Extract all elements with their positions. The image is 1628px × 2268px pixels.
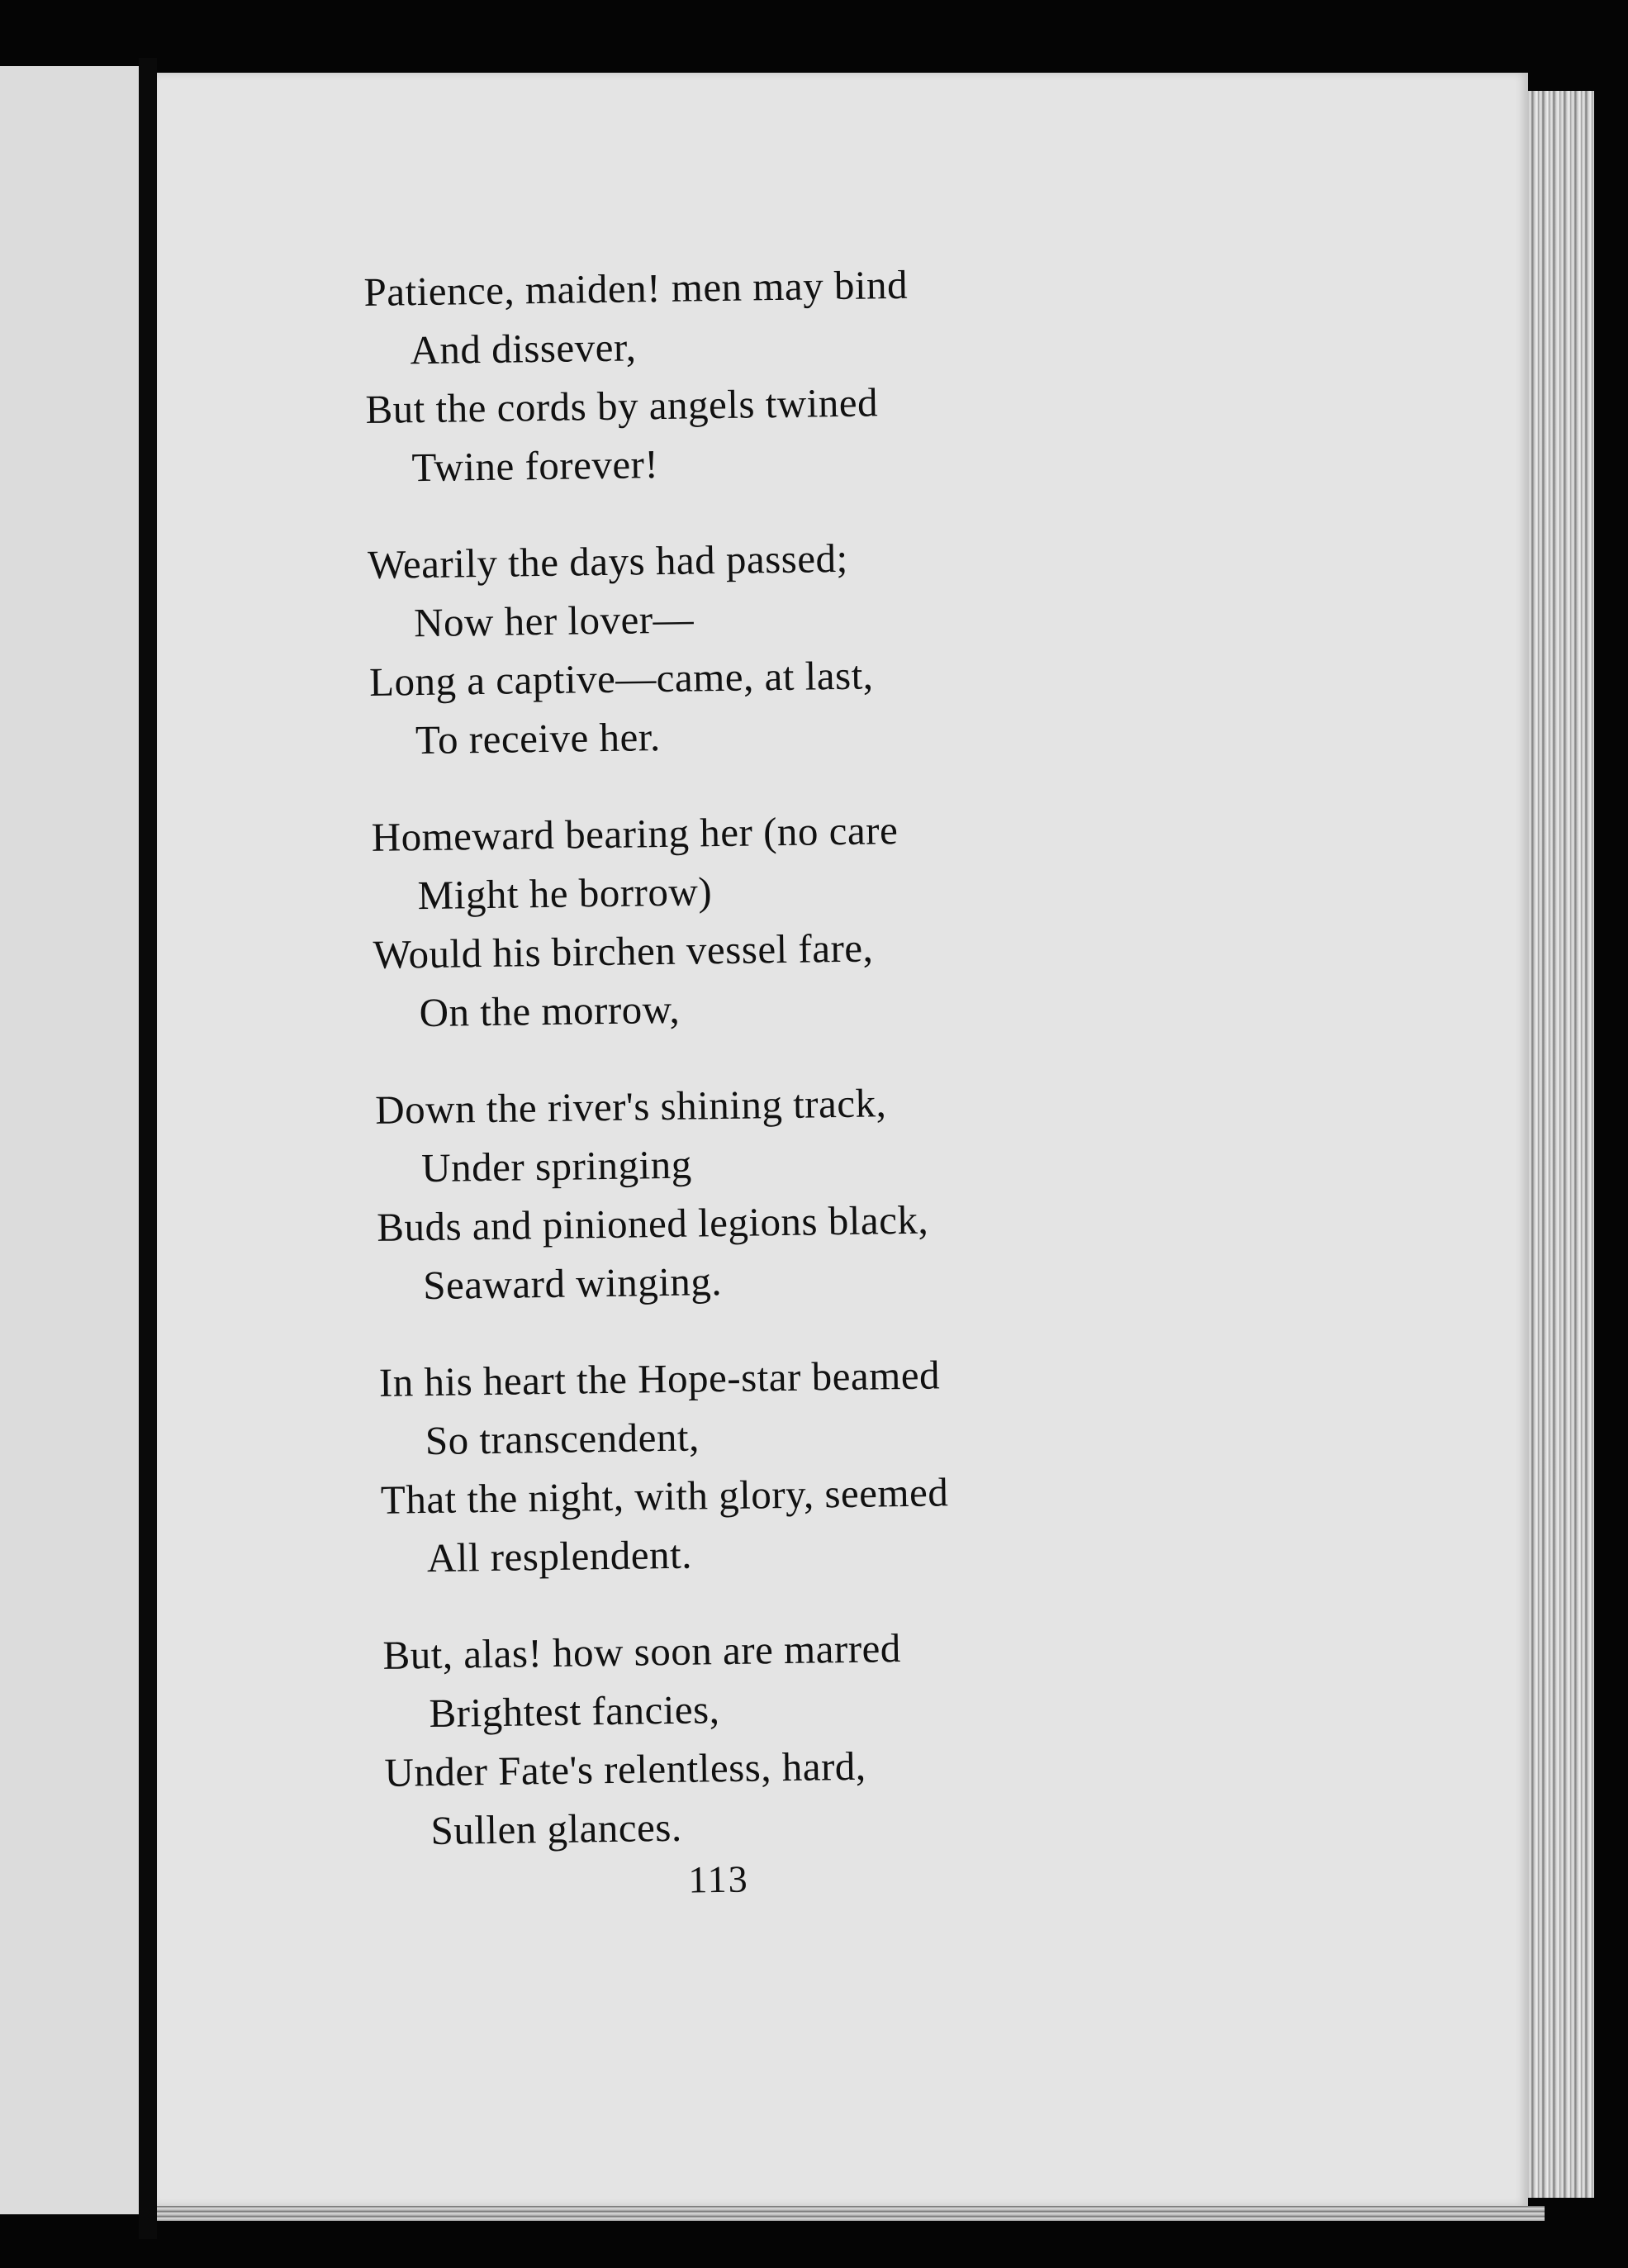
poem-line: Long a captive—came, at last,: [368, 652, 874, 705]
book-spine: [139, 58, 157, 2239]
stanza: [371, 794, 1365, 1043]
poem-line: Patience, maiden! men may bind: [363, 261, 909, 315]
poem-line: All resplendent.: [426, 1531, 693, 1581]
poem-line: Now her lover—: [413, 596, 695, 646]
stanza: [382, 1612, 1377, 1861]
poem-line: In his heart the Hope-star beamed: [378, 1352, 941, 1405]
page-stack-edge: [1528, 91, 1594, 2198]
poem-line: That the night, with glory, seemed: [380, 1469, 949, 1523]
page-bottom-edge: [157, 2206, 1545, 2221]
poem-line: And dissever,: [410, 324, 637, 373]
poem-line: Brightest fancies,: [429, 1686, 720, 1737]
poem-line: Under Fate's relentless, hard,: [384, 1743, 866, 1795]
page-number: 113: [687, 1857, 749, 1901]
poem-line: Seaward winging.: [422, 1258, 723, 1309]
poem-line: So transcendent,: [425, 1414, 700, 1464]
stanza: [368, 521, 1362, 770]
poem-line: Sullen glances.: [430, 1804, 683, 1854]
poem-line: Might he borrow): [417, 868, 713, 919]
stanza: [375, 1067, 1369, 1315]
stanza: [363, 249, 1358, 497]
poem-line: Homeward bearing her (no care: [371, 807, 899, 860]
poem-line: Wearily the days had passed;: [367, 535, 848, 587]
poem-line: But the cords by angels twined: [365, 379, 879, 432]
poem-line: On the morrow,: [419, 986, 681, 1036]
facing-page-edge: [0, 66, 139, 2214]
poem-line: Under springing: [420, 1141, 692, 1191]
poem-line: To receive her.: [415, 714, 661, 763]
poem-text: [363, 249, 1379, 2039]
stanza: [378, 1339, 1373, 1588]
poem-line: Twine forever!: [411, 441, 659, 491]
poem-line: Down the river's shining track,: [374, 1080, 887, 1133]
poem-line: Would his birchen vessel fare,: [373, 925, 874, 977]
poem-line: But, alas! how soon are marred: [382, 1625, 902, 1678]
poem-line: Buds and pinioned legions black,: [376, 1196, 929, 1250]
